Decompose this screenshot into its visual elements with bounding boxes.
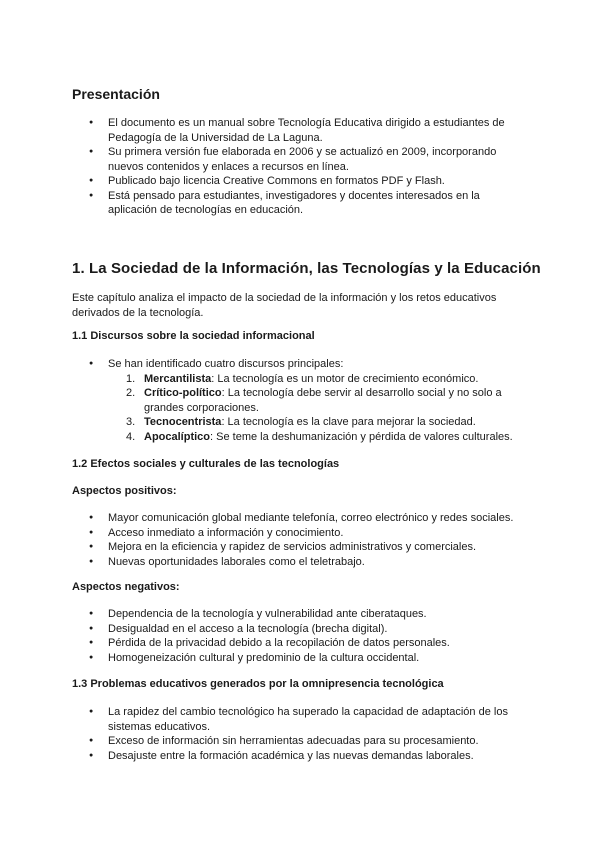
- item-text: : La tecnología es la clave para mejorar la sociedad.: [221, 416, 476, 428]
- item-term: Crítico-político: [144, 387, 222, 399]
- presentacion-list: [72, 116, 522, 218]
- list-item: ● Mejora en la eficiencia y rapidez de servicios administrativos y comerciales.: [72, 540, 522, 555]
- item-number: 1.: [126, 372, 136, 385]
- negative-aspects-title: Aspectos negativos:: [72, 581, 180, 593]
- item-text: : La tecnología debe servir al desarrollo social y no solo a grandes corporaciones.: [144, 387, 502, 414]
- list-item: ● Mayor comunicación global mediante telefonía, correo electrónico y redes sociales.: [72, 511, 522, 526]
- item-term: Apocalíptico: [144, 430, 211, 443]
- chapter-title: 1. La Sociedad de la Información, las Tecnologías y la Educación: [72, 260, 541, 277]
- discursos-list: [72, 357, 522, 444]
- list-item: ● Publicado bajo licencia Creative Commons en formatos PDF y Flash.: [72, 174, 522, 189]
- numbered-item: [108, 430, 522, 445]
- list-item: [72, 357, 522, 444]
- list-item: ● Homogeneización cultural y predominio de la cultura occidental.: [72, 651, 522, 666]
- item-number: 4.: [126, 430, 136, 443]
- section-title-presentacion: Presentación: [72, 86, 160, 102]
- list-item: ● Nuevas oportunidades laborales como el teletrabajo.: [72, 555, 522, 570]
- problems-list: [72, 705, 522, 763]
- numbered-item: [108, 415, 522, 430]
- list-item: ● Dependencia de la tecnología y vulnerabilidad ante ciberataques.: [72, 607, 522, 622]
- negative-aspects-list: [72, 607, 522, 665]
- subsection-title-1-3: 1.3 Problemas educativos generados por la omnipresencia tecnológica: [72, 678, 444, 690]
- subsection-title-1-2: 1.2 Efectos sociales y culturales de las tecnologías: [72, 458, 340, 470]
- item-text: : Se teme la deshumanización y pérdida de valores culturales.: [210, 430, 513, 443]
- list-item: ● Desigualdad en el acceso a la tecnología (brecha digital).: [72, 622, 522, 637]
- list-item: ● Está pensado para estudiantes, investigadores y docentes interesados en la aplicación de tecnologías en educación.: [72, 189, 522, 218]
- positive-aspects-title: Aspectos positivos:: [72, 485, 177, 497]
- item-text: : La tecnología es un motor de crecimiento económico.: [211, 372, 479, 385]
- item-term: Mercantilista: [144, 372, 212, 385]
- chapter-intro: Este capítulo analiza el impacto de la sociedad de la información y los retos educativos derivados de la tecnología.: [72, 292, 497, 319]
- numbered-item: [108, 386, 522, 415]
- list-item: ● La rapidez del cambio tecnológico ha superado la capacidad de adaptación de los sistemas educativos.: [72, 705, 522, 734]
- subsection-title-1-1: 1.1 Discursos sobre la sociedad informacional: [72, 330, 315, 342]
- discursos-numbered-list: [108, 372, 522, 445]
- numbered-item: [108, 372, 522, 387]
- list-item: ● Exceso de información sin herramientas adecuadas para su procesamiento.: [72, 734, 522, 749]
- positive-aspects-list: [72, 511, 522, 569]
- list-item: ● Desajuste entre la formación académica y las nuevas demandas laborales.: [72, 749, 522, 764]
- list-item: ● Pérdida de la privacidad debido a la recopilación de datos personales.: [72, 636, 522, 651]
- list-item: ● Acceso inmediato a información y conocimiento.: [72, 526, 522, 541]
- item-number: 3.: [126, 416, 136, 428]
- item-term: Tecnocentrista: [144, 416, 222, 428]
- list-item: ● Su primera versión fue elaborada en 2006 y se actualizó en 2009, incorporando nuevos contenidos y enlaces a recursos en línea.: [72, 145, 522, 174]
- list-lead: Se han identificado cuatro discursos principales:: [108, 358, 344, 370]
- item-number: 2.: [126, 387, 136, 399]
- list-item: ● El documento es un manual sobre Tecnología Educativa dirigido a estudiantes de Pedagogía de la Universidad de La Laguna.: [72, 116, 522, 145]
